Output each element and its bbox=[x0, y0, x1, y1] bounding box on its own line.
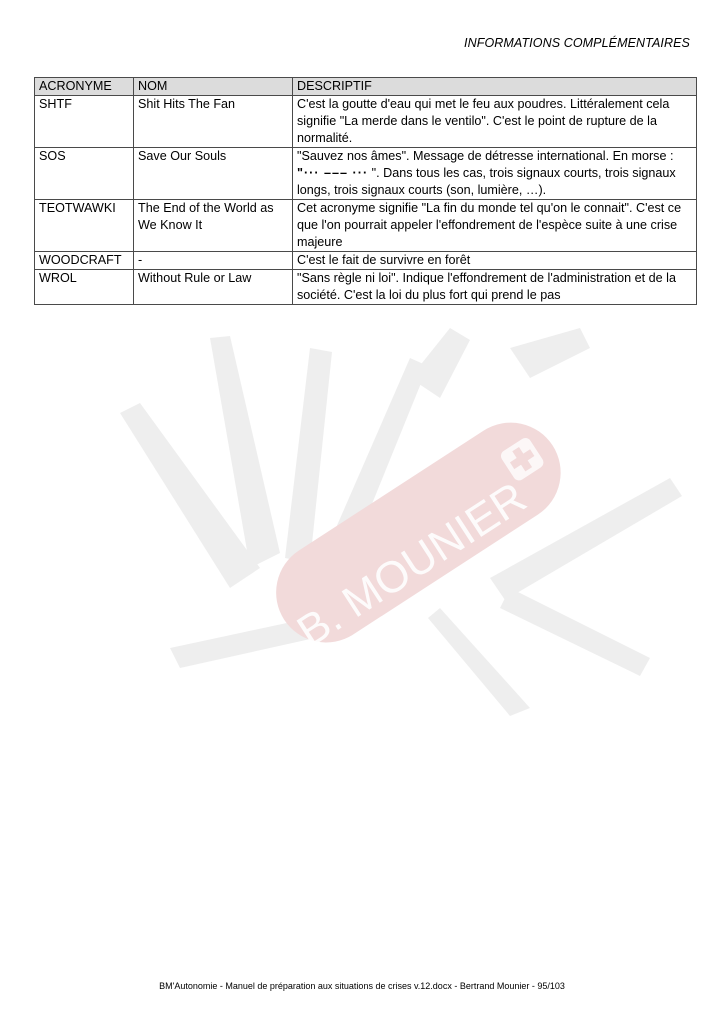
acronym-cell: TEOTWAWKI bbox=[35, 200, 134, 252]
section-title: INFORMATIONS COMPLÉMENTAIRES bbox=[464, 36, 690, 50]
description-text: ". Dans tous les cas, trois signaux courts, trois signaux longs, trois signaux courts (son, lumière, …). bbox=[297, 166, 676, 197]
page-footer: BM'Autonomie - Manuel de préparation aux situations de crises v.12.docx - Bertrand Mounier - 95/103 bbox=[159, 981, 565, 991]
name-cell: The End of the World as We Know It bbox=[134, 200, 293, 252]
description-cell: C'est le fait de survivre en forêt bbox=[293, 252, 697, 270]
morse-code: "··· ––– ··· bbox=[297, 166, 369, 180]
acronym-cell: WROL bbox=[35, 270, 134, 305]
description-text: "Sauvez nos âmes". Message de détresse international. En morse : bbox=[297, 149, 674, 163]
swiss-army-knife-icon bbox=[110, 318, 710, 718]
name-cell: Without Rule or Law bbox=[134, 270, 293, 305]
table-header-row bbox=[35, 78, 697, 96]
column-header-acronym: ACRONYME bbox=[35, 78, 134, 96]
acronym-table bbox=[34, 77, 697, 305]
name-cell: - bbox=[134, 252, 293, 270]
table-row bbox=[35, 252, 697, 270]
acronym-cell: SHTF bbox=[35, 96, 134, 148]
description-cell: "Sans règle ni loi". Indique l'effondrement de l'administration et de la société. C'est la loi du plus fort qui prend le pas bbox=[293, 270, 697, 305]
description-cell: Cet acronyme signifie "La fin du monde tel qu'on le connait". C'est ce que l'on pourrait appeler l'effondrement de l'espèce suite à une crise majeure bbox=[293, 200, 697, 252]
acronym-cell: SOS bbox=[35, 148, 134, 200]
table-row bbox=[35, 148, 697, 200]
description-cell bbox=[293, 148, 697, 200]
name-cell: Save Our Souls bbox=[134, 148, 293, 200]
name-cell: Shit Hits The Fan bbox=[134, 96, 293, 148]
column-header-name: NOM bbox=[134, 78, 293, 96]
column-header-description: DESCRIPTIF bbox=[293, 78, 697, 96]
watermark-brand-text: B. MOUNIER bbox=[288, 472, 535, 657]
acronym-cell: WOODCRAFT bbox=[35, 252, 134, 270]
table-row bbox=[35, 96, 697, 148]
table-row bbox=[35, 270, 697, 305]
description-cell: C'est la goutte d'eau qui met le feu aux poudres. Littéralement cela signifie "La merde dans le ventilo". C'est le point de rupture de la normalité. bbox=[293, 96, 697, 148]
table-row bbox=[35, 200, 697, 252]
